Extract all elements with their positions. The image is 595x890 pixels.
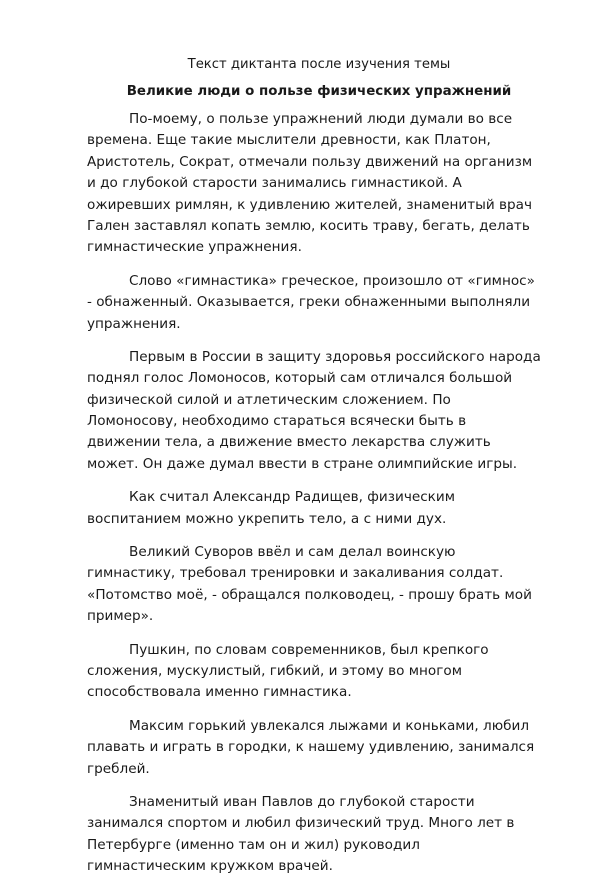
paragraph-line: Знаменитый иван Павлов до глубокой старости bbox=[129, 793, 475, 810]
document-title: Великие люди о пользе физических упражнений bbox=[126, 84, 512, 99]
paragraph bbox=[87, 347, 551, 475]
paragraph-line: пример». bbox=[87, 608, 154, 625]
paragraph-line: Максим горький увлекался лыжами и коньками, любил bbox=[129, 717, 530, 734]
paragraph-line: Слово «гимнастика» греческое, произошло от «гимнос» bbox=[129, 272, 535, 289]
paragraph-line: движении тела, а движение вместо лекарства служить bbox=[87, 434, 491, 451]
paragraph-line: воспитанием можно укрепить тело, а с ними дух. bbox=[87, 510, 447, 527]
paragraph-line: плавать и играть в городки, к нашему удивлению, занимался bbox=[87, 739, 535, 756]
paragraph bbox=[87, 792, 551, 878]
paragraph-line: Гален заставлял копать землю, косить траву, бегать, делать bbox=[87, 217, 530, 234]
paragraph-line: гимнастические упражнения. bbox=[87, 239, 302, 256]
document-subtitle: Текст диктанта после изучения темы bbox=[187, 57, 451, 72]
paragraph-line: занимался спортом и любил физический труд. Много лет в bbox=[87, 815, 515, 832]
paragraph-line: упражнения. bbox=[87, 315, 181, 332]
paragraph-line: По-моему, о пользе упражнений люди думали во все bbox=[129, 111, 513, 127]
paragraph-line: греблей. bbox=[87, 760, 150, 777]
document-page bbox=[87, 55, 551, 890]
paragraph-line: гимнастическим кружком врачей. bbox=[87, 858, 333, 875]
paragraph-line: сложения, мускулистый, гибкий, и этому во многом bbox=[87, 662, 462, 679]
paragraph bbox=[87, 271, 551, 335]
paragraph bbox=[87, 109, 551, 259]
paragraph bbox=[87, 487, 551, 530]
paragraph-line: Аристотель, Сократ, отмечали пользу движений на организм bbox=[87, 153, 533, 170]
paragraph-line: «Потомство моё, - обращался полководец, - прошу брать мой bbox=[87, 586, 532, 603]
paragraph-line: времена. Еще такие мыслители древности, как Платон, bbox=[87, 132, 491, 149]
document-body bbox=[87, 109, 551, 878]
paragraph-line: способствовала именно гимнастика. bbox=[87, 684, 352, 701]
paragraph-line: Первым в России в защиту здоровья российского народа bbox=[129, 348, 541, 365]
paragraph-line: может. Он даже думал ввести в стране олимпийские игры. bbox=[87, 455, 518, 472]
paragraph bbox=[87, 542, 551, 628]
paragraph-line: и до глубокой старости занимались гимнастикой. А bbox=[87, 175, 462, 192]
paragraph-line: Петербурге (именно там он и жил) руководил bbox=[87, 836, 420, 853]
paragraph-line: гимнастику, требовал тренировки и закаливания солдат. bbox=[87, 565, 504, 582]
paragraph-line: - обнаженный. Оказывается, греки обнаженными выполняли bbox=[87, 294, 531, 311]
paragraph bbox=[87, 716, 551, 780]
paragraph bbox=[87, 640, 551, 704]
paragraph-line: физической силой и атлетическим сложением. По bbox=[87, 391, 451, 408]
paragraph-line: ожиревших римлян, к удивлению жителей, знаменитый врач bbox=[87, 196, 533, 213]
paragraph-line: поднял голос Ломоносов, который сам отличался большой bbox=[87, 370, 513, 387]
paragraph-line: Ломоносову, необходимо стараться всячески быть в bbox=[87, 413, 467, 430]
paragraph-line: Как считал Александр Радищев, физическим bbox=[129, 489, 455, 506]
paragraph-line: Великий Суворов ввёл и сам делал воинскую bbox=[129, 544, 456, 561]
paragraph-line: Пушкин, по словам современников, был крепкого bbox=[129, 641, 489, 658]
